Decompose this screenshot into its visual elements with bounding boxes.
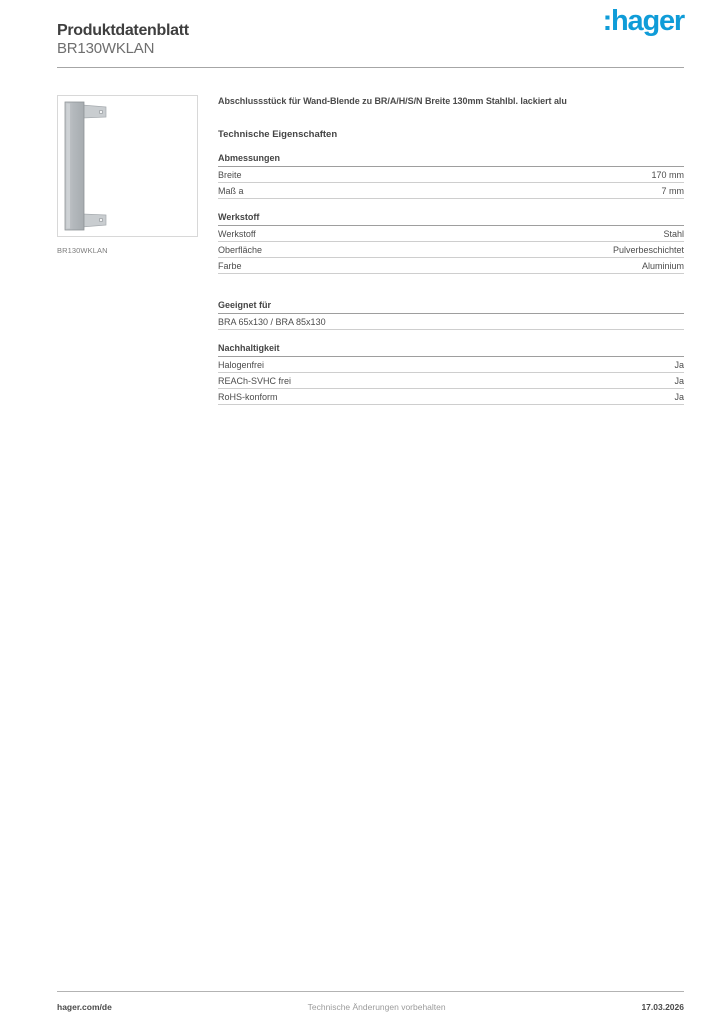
row-label: Werkstoff <box>218 229 256 239</box>
row-label: RoHS-konform <box>218 392 278 402</box>
product-image <box>58 96 197 236</box>
spec-group-title: Abmessungen <box>218 153 684 167</box>
row-label: Oberfläche <box>218 245 263 255</box>
table-row <box>218 167 684 183</box>
spec-column <box>218 95 684 405</box>
row-label: Farbe <box>218 261 242 271</box>
spec-group-title: Nachhaltigkeit <box>218 343 684 357</box>
product-image-frame <box>57 95 198 237</box>
row-value: Ja <box>674 392 684 402</box>
footer-website-link[interactable]: hager.com/de <box>57 1002 112 1012</box>
product-image-caption: BR130WKLAN <box>57 246 108 255</box>
spec-group <box>218 153 684 199</box>
product-description: Abschlussstück für Wand-Blende zu BR/A/H/S/N Breite 130mm Stahlbl. lackiert alu <box>218 96 567 106</box>
screw-hole-bottom <box>99 218 102 221</box>
row-value: Pulverbeschichtet <box>612 245 684 255</box>
spec-group <box>218 300 684 330</box>
table-row <box>218 314 684 330</box>
table-row <box>218 183 684 199</box>
section-title-technische-eigenschaften: Technische Eigenschaften <box>218 129 338 140</box>
product-reference: BR130WKLAN <box>57 40 155 57</box>
screw-hole-top <box>99 110 102 113</box>
table-row <box>218 389 684 405</box>
footer-disclaimer: Technische Änderungen vorbehalten <box>307 1002 446 1012</box>
row-label: Maß a <box>218 186 244 196</box>
table-row <box>218 226 684 242</box>
spec-group <box>218 343 684 405</box>
row-value: Ja <box>674 360 684 370</box>
page-footer <box>57 991 684 1012</box>
product-image-column <box>57 95 218 405</box>
spec-group-title: Geeignet für <box>218 300 684 314</box>
row-label: REACh-SVHC frei <box>218 376 292 386</box>
page-header <box>57 0 684 68</box>
spec-group <box>218 212 684 274</box>
row-label: Breite <box>218 170 242 180</box>
spec-tables <box>218 153 684 405</box>
hager-logo: :hager <box>602 5 684 37</box>
row-label: BRA 65x130 / BRA 85x130 <box>218 317 326 327</box>
row-value: Ja <box>674 376 684 386</box>
content-area <box>57 95 684 405</box>
page-title: Produktdatenblatt <box>57 22 189 39</box>
table-row <box>218 242 684 258</box>
row-value: 7 mm <box>661 186 684 196</box>
row-value: Aluminium <box>641 261 684 271</box>
table-row <box>218 258 684 274</box>
spec-group-title: Werkstoff <box>218 212 684 226</box>
table-row <box>218 373 684 389</box>
row-value: 170 mm <box>651 170 684 180</box>
bracket-highlight <box>67 104 71 229</box>
table-row <box>218 357 684 373</box>
row-value: Stahl <box>663 229 684 239</box>
row-label: Halogenfrei <box>218 360 265 370</box>
footer-date: 17.03.2026 <box>641 1002 684 1012</box>
